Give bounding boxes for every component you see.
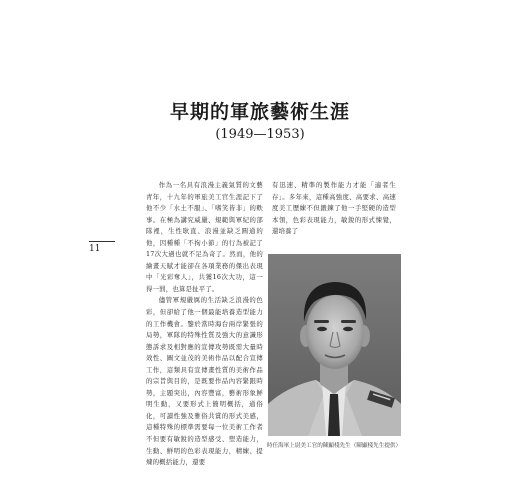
paragraph: 儘管軍規嚴厲的生活缺乏浪漫的色彩，但卻給了他一個最能培養造型能力的工作機會。鑒於當時海台兩岸緊張的局勢，軍隊的特殊性質及強大的意識形態訴求及相對應的宣傳攻勢既需大量時效性、圖文並茂的美術作品以配合宣傳工作，這類具有宣傳畫性質的美術作品的宗旨與目的，是既要作品內容緊跟時勢，主題突出，內容豐富，藝術形象鮮明生動，又要形式上簡明概括，通俗化，可讀性強及雅俗共賞的形式美感，這種特殊的標準需要每一位美術工作者不但要有敏銳的造型感受、塑造能力，生動、鮮明的色彩表現能力，精練、提煉的概括能力，還要	[146, 296, 263, 467]
page-number-rule	[89, 241, 115, 242]
left-text-column	[146, 180, 263, 469]
paragraph: 有迅速、精準的製作能力才能「適者生存」。多年來，這種高強度、高要求、高速度美工歷練不但鍛鍊了他一手堅硬的造型本領，色彩表現能力，敏銳的形式悚覺，還培養了	[272, 181, 396, 236]
page-subtitle-years: (1949—1953)	[215, 127, 305, 142]
portrait-photo	[268, 254, 401, 436]
page-number: 11	[89, 244, 101, 254]
paragraph: 作為一名具有浪漫主義氣質的文藝青年，十九年的軍旅美工官生涯記下了他不少「水土不服」、「嗜笑皆非」的軼事。在極為講究威嚴、規範與軍紀的部隊裡，生性耿直、浪漫並缺乏圓通的他，因種種「不拘小節」的行為被記了17次大過也就不足為奇了。然而，他的繪畫天賦才能卻在各項業務的傑出表現中「光彩奪人」，共獲16次大功，這一得一罰，也算是扯平了。	[146, 181, 263, 293]
page-title: 早期的軍旅藝術生涯	[169, 101, 350, 123]
right-text-column	[272, 180, 396, 238]
photo-caption: 時任海軍上尉美工官的陳顯棧先生（陳顯棧先生提供）	[266, 443, 402, 449]
